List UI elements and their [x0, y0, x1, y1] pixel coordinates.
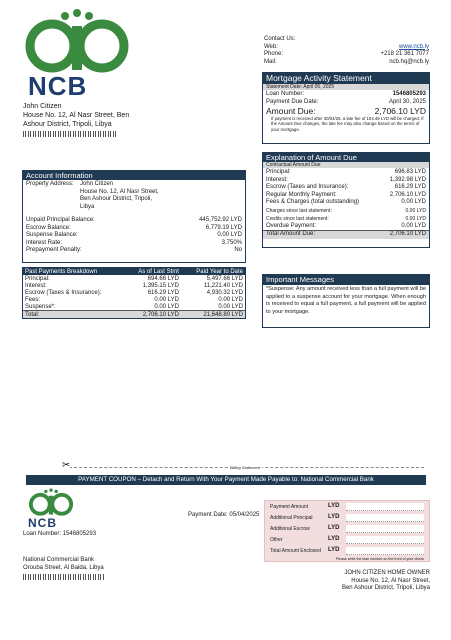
- important-messages-box: [262, 274, 430, 328]
- ncb-logo-mark-icon: [26, 488, 76, 518]
- mortgage-statement-box: [262, 72, 430, 144]
- loan-number: 1546805293: [392, 91, 426, 97]
- coupon-logo-text: NCB: [28, 516, 57, 530]
- past-payments-header: Past Payments Breakdown As of Last Stmt Paid Year to Date: [25, 268, 243, 275]
- account-info-rows: [23, 212, 245, 255]
- customer-address-line2: Ashour District, Tripoli, Libya: [23, 121, 112, 128]
- explanation-row: Interest: 1,392.98 LYD: [266, 176, 426, 183]
- amount-due-explanation-box: [262, 152, 430, 248]
- past-payments-box: [22, 267, 246, 319]
- contact-block: [264, 36, 429, 66]
- account-info-row: Unpaid Principal Balance: 445,752.92 LYD: [26, 217, 242, 223]
- ncb-logo-mark-icon: [22, 8, 132, 78]
- explanation-rows: [263, 168, 429, 230]
- ncb-logo-text: NCB: [28, 71, 88, 101]
- total-enclosed-row: Total Amount Enclosed LYD: [265, 545, 429, 556]
- coupon-ncb-logo: [26, 488, 76, 530]
- amount-due: 2,706.10 LYD: [374, 106, 426, 116]
- explanation-subtitle: Contractual Amount Due: [263, 162, 429, 168]
- payment-amount-form: [264, 500, 430, 562]
- payment-coupon-banner: PAYMENT COUPON – Detach and Return With Your Payment Made Payable to: National Commercial Bank: [26, 475, 426, 485]
- contact-row: Mail: ncb.hq@ncb.ly: [264, 58, 429, 65]
- account-information-box: [22, 170, 246, 263]
- explanation-row: Overdue Payment: 0.00 LYD: [266, 222, 426, 229]
- table-row: Escrow (Taxes & Insurance): 616.29 LYD 4,930.32 LYD: [25, 289, 243, 296]
- messages-body: *Suspense: Any amount received less than a full payment will be applied to a suspense account for your mortgage. When enough is received to equal a full payment, a full payment will be applied to your mortgage.: [266, 286, 426, 315]
- additional-escrow-input[interactable]: [346, 525, 424, 533]
- explanation-row: Principal: 696.83 LYD: [266, 169, 426, 175]
- additional-principal-row: Additional Principal LYD: [265, 512, 429, 523]
- property-address: Property Address: John Citizen House No. 12, Al Nasr Street, Ben Ashour District, Tripoli, Libya: [26, 181, 159, 210]
- late-fee-note: If payment is received after 30/04/25, a late fee of 104.49 LYD will be charged. If the Amount Due changes, the late fee may also change based on the terms of your mortgage.: [271, 116, 424, 132]
- owner-address: [300, 570, 430, 593]
- additional-escrow-row: Additional Escrow LYD: [265, 523, 429, 534]
- explanation-total-row: Total Amount Due: 2,706.10 LYD: [263, 230, 429, 239]
- bank-street: Orouba Street, Al Baida, Libya: [23, 564, 104, 571]
- loan-number-row: Loan Number: 1546805293: [266, 91, 426, 97]
- explanation-row: Charges since last statement: 0.00 LYD: [266, 207, 426, 214]
- bank-address: [23, 557, 105, 580]
- table-total-row: Total: 2,706.10 LYD 21,648.80 LYD: [25, 311, 243, 318]
- table-row: Suspense*: 0.00 LYD 0.00 LYD: [25, 303, 243, 310]
- explanation-row: Escrow (Taxes and Insurance): 616.29 LYD: [266, 184, 426, 190]
- account-info-row: Interest Rate: 3.750%: [26, 239, 242, 246]
- web-link[interactable]: www.ncb.ly: [398, 43, 429, 50]
- table-row: Fees: 0.00 LYD 0.00 LYD: [25, 296, 243, 303]
- table-row: Interest: 1,395.15 LYD 11,221.40 LYD: [25, 282, 243, 289]
- due-date: April 30, 2025: [388, 98, 426, 105]
- scissors-icon: ✂: [62, 460, 71, 471]
- payment-amount-input[interactable]: [346, 503, 424, 511]
- mail-link[interactable]: ncb.hq@ncb.ly: [389, 58, 429, 65]
- statement-date: Statement Date: April 05, 2025: [263, 84, 429, 90]
- table-row: Principal: 694.66 LYD 5,497.66 LYD: [25, 275, 243, 282]
- owner-line1: House No. 12, Al Nasr Street,: [351, 577, 430, 584]
- explanation-title: Explanation of Amount Due: [263, 153, 429, 162]
- account-info-row: Prepayment Penalty: No: [26, 247, 242, 253]
- explanation-row: Fees & Charges (total outstanding) 0.00 LYD: [266, 199, 426, 205]
- bank-barcode: [23, 574, 105, 580]
- amount-due-row: Amount Due: 2,706.10 LYD: [266, 106, 426, 116]
- messages-title: Important Messages: [263, 275, 429, 285]
- due-date-row: Payment Due Date: April 30, 2025: [266, 98, 426, 105]
- customer-name: John Citizen: [23, 103, 62, 110]
- cut-line-label: Billing Statement: [230, 465, 261, 470]
- check-note: Please write the loan number on the front of your check: [335, 557, 424, 561]
- statement-title: Mortgage Activity Statement: [263, 73, 429, 84]
- account-info-row: Suspense Balance: 0.00 LYD: [26, 232, 242, 238]
- contact-row: Phone: +218 21 361 7077: [264, 51, 429, 57]
- coupon-payment-date: Payment Date: 05/04/2025: [188, 512, 260, 518]
- customer-address: [23, 102, 163, 137]
- explanation-row: Credits since last statement: 0.00 LYD: [266, 215, 426, 222]
- ncb-logo: [22, 8, 132, 100]
- payment-amount-row: Payment Amount LYD: [265, 501, 429, 512]
- customer-address-line1: House No. 12, Al Nasr Street, Ben: [23, 112, 130, 119]
- bank-name: National Commercial Bank: [23, 557, 95, 563]
- account-info-title: Account Information: [23, 171, 245, 180]
- other-amount-input[interactable]: [346, 536, 424, 544]
- additional-principal-input[interactable]: [346, 514, 424, 522]
- explanation-row: Regular Monthly Payment: 2,706.10 LYD: [266, 191, 426, 198]
- coupon-loan-number: Loan Number: 1546805293: [23, 531, 97, 537]
- total-enclosed-input[interactable]: [346, 547, 424, 555]
- contact-title: Contact Us:: [264, 36, 296, 42]
- account-info-row: Escrow Balance: 6,779.19 LYD: [26, 224, 242, 231]
- other-amount-row: Other LYD: [265, 534, 429, 545]
- owner-name: JOHN CITIZEN HOME OWNER: [344, 570, 430, 576]
- owner-line2: Ben Ashour District, Tripoli, Libya: [341, 585, 430, 591]
- postal-barcode: [23, 131, 118, 137]
- past-payments-table: [23, 268, 245, 318]
- contact-row: Web: www.ncb.ly: [264, 43, 429, 50]
